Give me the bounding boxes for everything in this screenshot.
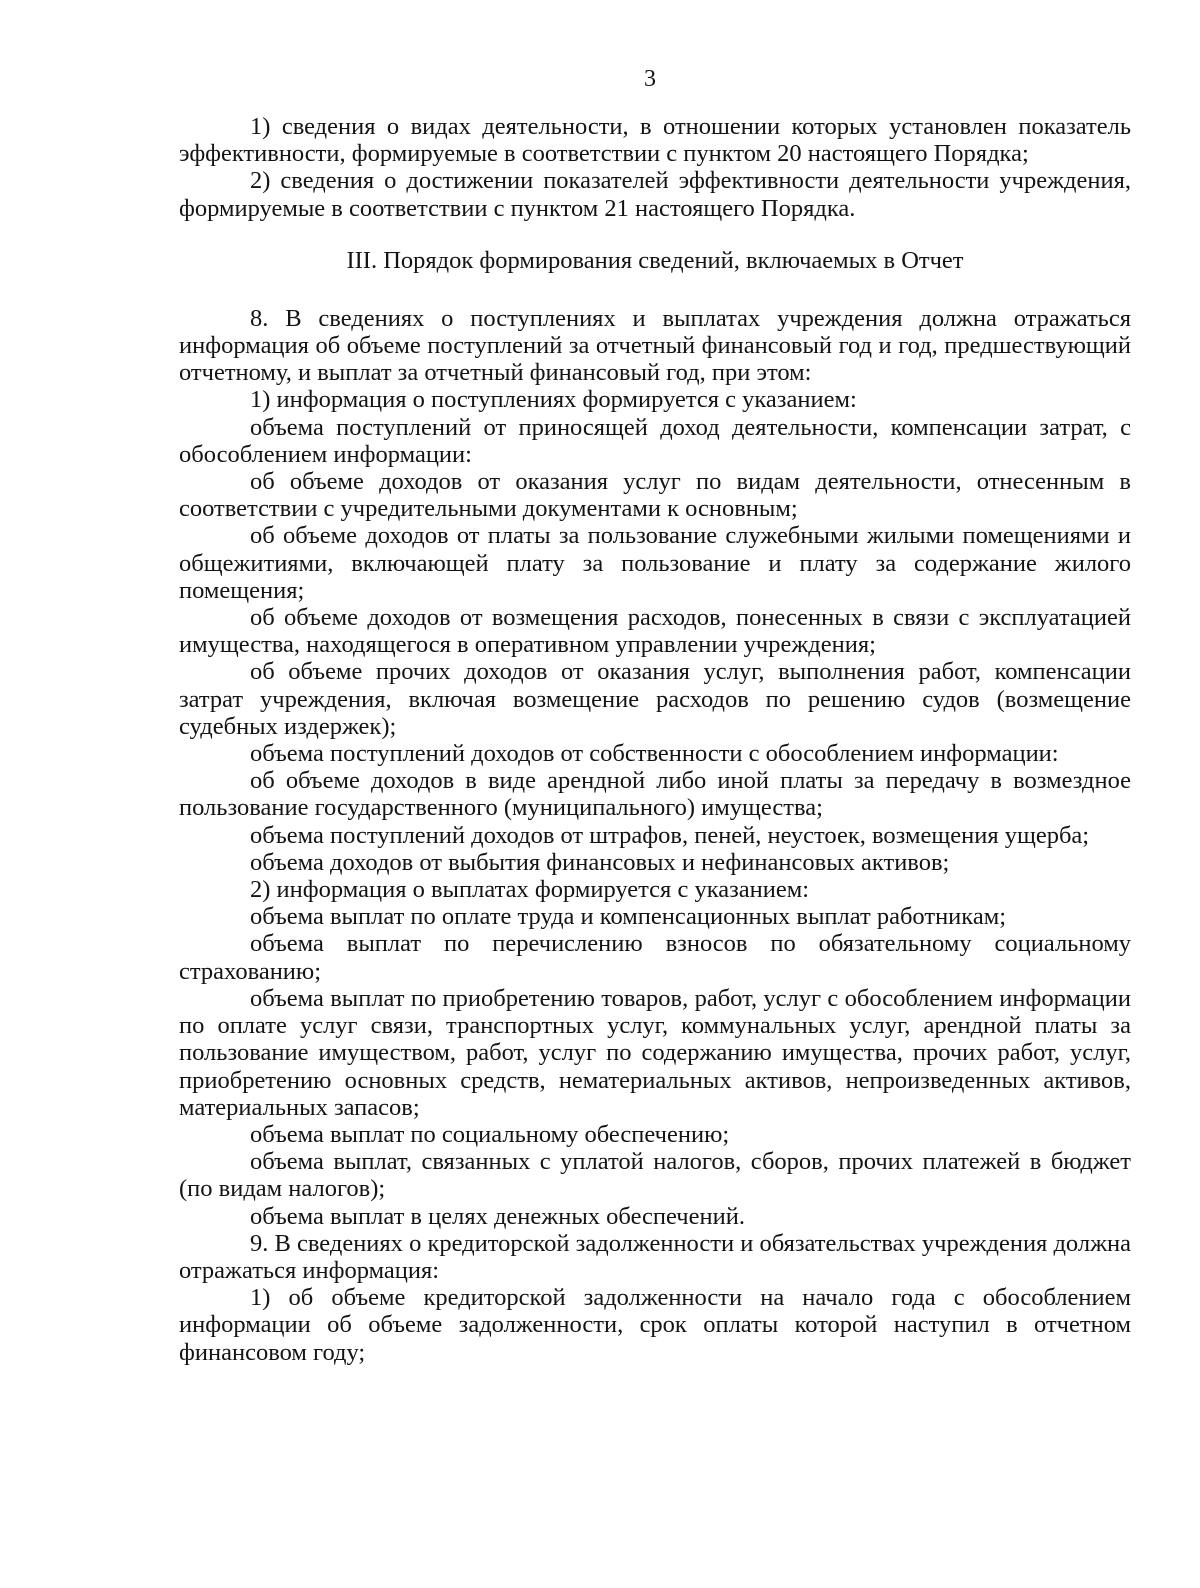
paragraph: об объеме прочих доходов от оказания услуг, выполнения работ, компенсации затрат учреждения, включая возмещение расходов по решению судов (возмещение судебных издержек); — [179, 658, 1131, 740]
page-number: 3 — [644, 66, 656, 92]
section-heading: III. Порядок формирования сведений, включаемых в Отчет — [346, 246, 964, 274]
document-body — [179, 113, 1131, 1366]
paragraph: об объеме доходов в виде арендной либо иной платы за передачу в возмездное пользование государственного (муниципального) имущества; — [179, 767, 1131, 822]
paragraph: объема выплат по перечислению взносов по обязательному социальному страхованию; — [179, 930, 1131, 985]
paragraph: объема поступлений доходов от штрафов, пеней, неустоек, возмещения ущерба; — [250, 821, 1090, 849]
paragraph: объема доходов от выбытия финансовых и нефинансовых активов; — [250, 848, 950, 876]
paragraph: 8. В сведениях о поступлениях и выплатах учреждения должна отражаться информация об объеме поступлений за отчетный финансовый год и год, предшествующий отчетному, и выплат за отчетный финансовый год, при этом: — [179, 304, 1131, 387]
paragraph: 1) информация о поступлениях формируется с указанием: — [250, 386, 857, 414]
paragraph: объема поступлений доходов от собственности с обособлением информации: — [250, 740, 1059, 768]
paragraph: объема выплат по оплате труда и компенсационных выплат работникам; — [250, 903, 1007, 931]
paragraph: об объеме доходов от платы за пользование служебными жилыми помещениями и общежитиями, включающей плату за пользование и плату за содержание жилого помещения; — [179, 522, 1131, 604]
paragraph: об объеме доходов от возмещения расходов, понесенных в связи с эксплуатацией имущества, находящегося в оперативном управлении учреждения; — [179, 604, 1131, 659]
paragraph: объема поступлений от приносящей доход деятельности, компенсации затрат, с обособлением информации: — [179, 413, 1131, 468]
paragraph: 2) сведения о достижении показателей эффективности деятельности учреждения, формируемые в соответствии с пунктом 21 настоящего Порядка. — [179, 167, 1131, 222]
paragraph: 1) сведения о видах деятельности, в отношении которых установлен показатель эффективности, формируемые в соответствии с пунктом 20 настоящего Порядка; — [179, 113, 1131, 168]
paragraph: об объеме доходов от оказания услуг по видам деятельности, отнесенным в соответствии с учредительными документами к основным; — [179, 468, 1131, 523]
paragraph: объема выплат, связанных с уплатой налогов, сборов, прочих платежей в бюджет (по видам налогов); — [179, 1148, 1131, 1203]
paragraph: объема выплат в целях денежных обеспечений. — [250, 1202, 745, 1230]
paragraph: объема выплат по социальному обеспечению; — [250, 1120, 730, 1148]
paragraph: объема выплат по приобретению товаров, работ, услуг с обособлением информации по оплате услуг связи, транспортных услуг, коммунальных услуг, арендной платы за пользование имуществом, работ, услуг по содержанию имущества, прочих работ, услуг, приобретению основных средств, нематериальных активов, непроизведенных активов, материальных запасов; — [179, 984, 1131, 1121]
paragraph: 9. В сведениях о кредиторской задолженности и обязательствах учреждения должна отражаться информация: — [179, 1229, 1131, 1284]
paragraph: 1) об объеме кредиторской задолженности на начало года с обособлением информации об объеме задолженности, срок оплаты которой наступил в отчетном финансовом году; — [179, 1284, 1131, 1366]
paragraph: 2) информация о выплатах формируется с указанием: — [250, 876, 810, 904]
